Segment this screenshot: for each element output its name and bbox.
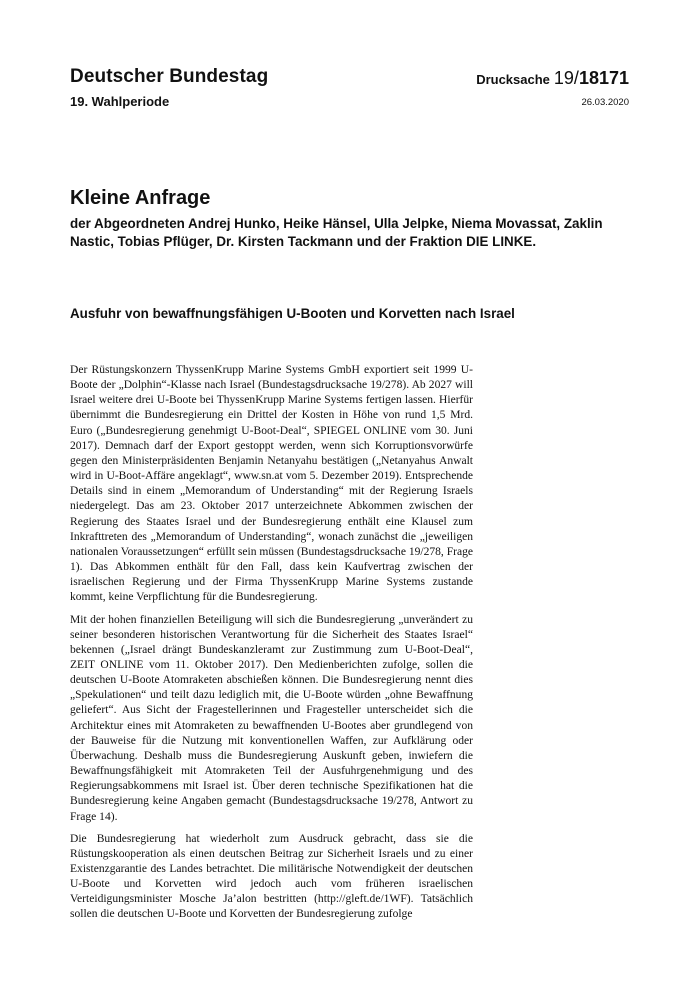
legislative-period: 19. Wahlperiode [70,94,170,109]
document-number-prefix: 19/ [553,68,579,88]
body-text [70,363,473,930]
authors-line: der Abgeordneten Andrej Hunko, Heike Hänsel, Ulla Jelpke, Niema Movassat, Zaklin Nastic, Tobias Pflüger, Dr. Kirsten Tackmann und der Fraktion DIE LINKE. [70,216,603,249]
document-number [476,68,629,89]
document-date: 26.03.2020 [581,97,629,108]
body-paragraph: Mit der hohen finanziellen Beteiligung will sich die Bundesregierung „unverändert zu seiner besonderen historischen Verantwortung für die Sicherheit des Staates Israel“ bekennen („Israel drängt Bundeskanzleramt zur Zustimmung zum U-Boot-Deal“, ZEIT ONLINE vom 11. Oktober 2017). Den Medienberichten zufolge, sollen die deutschen U-Boote Atomraketen abschießen können. Die Bundesregierung nennt dies „Spekulationen“ und teilt dazu lediglich mit, die U-Boote würden „ohne Bewaffnung geliefert“. Aus Sicht der Fragestellerinnen und Fragesteller unterscheidet sich die Architektur eines mit Atomraketen zu bewaffnenden U-Bootes aber grundlegend von der Bauweise für die Nutzung mit konventionellen Waffen, zur Aufklärung oder Überwachung. Deshalb muss die Bundesregierung Auskunft geben, inwiefern die Bewaffnungsfähigkeit mit Atomraketen Teil der Ausfuhrgenehmigung und des Regierungsabkommens mit Israel ist. Über deren technische Spezifikationen hat die Bundesregierung keine Angaben gemacht (Bundestagsdrucksache 19/278, Antwort zu Frage 14). [70,613,473,823]
document-label: Drucksache [476,72,550,87]
body-paragraph: Der Rüstungskonzern ThyssenKrupp Marine Systems GmbH exportiert seit 1999 U-Boote der „Dolphin“-Klasse nach Israel (Bundestagsdrucksache 19/278). Ab 2027 will Israel weitere drei U-Boote bei ThyssenKrupp Marine Systems fertigen lassen. Hierfür übernimmt die Bundesregierung ein Drittel der Kosten in Höhe von rund 1,5 Mrd. Euro („Bundesregierung genehmigt U-Boot-Deal“, SPIEGEL ONLINE vom 30. Juni 2017). Demnach darf der Export gestoppt werden, wenn sich Korruptionsvorwürfe gegen den Ministerpräsidenten Benjamin Netanyahu bestätigen („Netanyahus Anwalt wird in U-Boot-Affäre angeklagt“, www.sn.at vom 5. Dezember 2019). Entsprechende Details sind in einem „Memorandum of Understanding“ mit der Regierung Israels niedergelegt. Das am 23. Oktober 2017 unterzeichnete Abkommen zwischen der Regierung des Staates Israel und der Bundesregierung enthält eine Klausel zum Inkrafttreten des „Memorandum of Understanding“, wonach zunächst die „jeweiligen nationalen Voraussetzungen“ erfüllt sein müssen (Bundestagsdrucksache 19/278, Frage 1). Das Abkommen enthält für den Fall, dass kein Kaufvertrag zwischen der israelischen Regierung und der Firma ThyssenKrupp Marine Systems zustande kommt, keine Verpflichtung für die Bundesregierung. [70,364,473,604]
institution-name: Deutscher Bundestag [70,66,269,87]
body-paragraph: Die Bundesregierung hat wiederholt zum Ausdruck gebracht, dass sie die Rüstungskooperation als einen deutschen Beitrag zur Sicherheit Israels und zu einer Existenzgarantie des Landes betrachtet. Die militärische Notwendigkeit der deutschen U-Boote und Korvetten wird jedoch auch vom früheren israelischen Verteidigungsminister Mosche Ja’alon bestritten (http://gleft.de/1WF). Tatsächlich sollen die deutschen U-Boote und Korvetten der Bundesregierung zufolge [70,832,473,921]
document-number-value: 18171 [578,68,629,88]
document-type-title: Kleine Anfrage [70,187,211,209]
inquiry-subject: Ausfuhr von bewaffnungsfähigen U-Booten und Korvetten nach Israel [70,306,515,321]
